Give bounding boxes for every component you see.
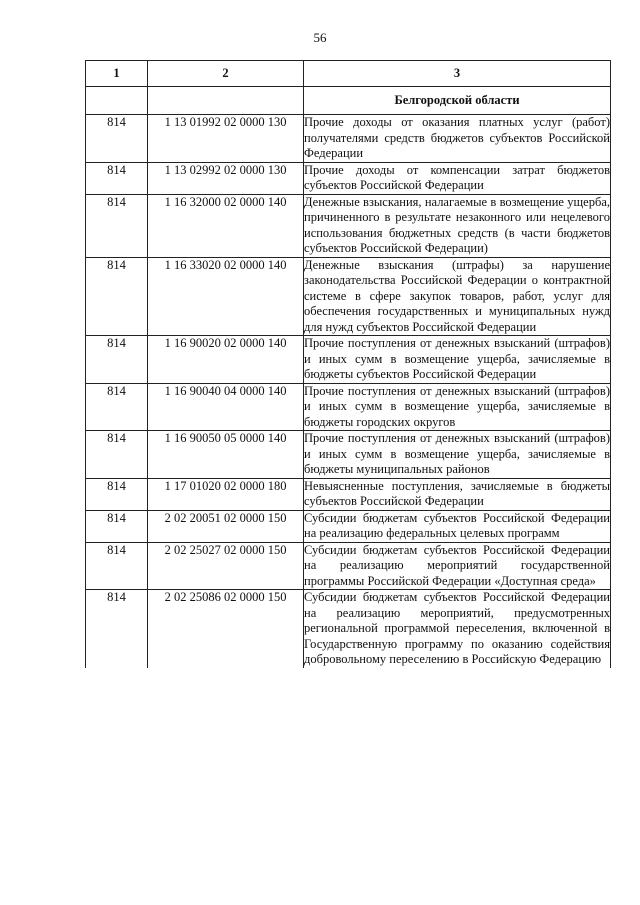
admin-code: 814	[86, 115, 148, 163]
table-row	[86, 257, 611, 336]
revenue-description: Субсидии бюджетам субъектов Российской Федерации на реализацию мероприятий, предусмотренных региональной программой переселения, включенной в Государственную программу по оказанию содействия добровольному переселению в Российскую Федерацию	[304, 590, 610, 666]
revenue-code: 2 02 25086 02 0000 150	[148, 590, 304, 668]
revenue-code: 1 16 90050 05 0000 140	[148, 431, 304, 479]
revenue-code: 2 02 20051 02 0000 150	[148, 510, 304, 542]
admin-code: 814	[86, 162, 148, 194]
admin-code: 814	[86, 542, 148, 590]
revenue-code: 1 16 90040 04 0000 140	[148, 383, 304, 431]
revenue-description: Субсидии бюджетам субъектов Российской Федерации на реализацию федеральных целевых программ	[304, 510, 610, 540]
admin-code: 814	[86, 431, 148, 479]
header-col-2: 2	[148, 61, 304, 87]
admin-code: 814	[86, 510, 148, 542]
region-empty-cell	[86, 87, 148, 115]
header-col-1: 1	[86, 61, 148, 87]
revenue-description: Денежные взыскания, налагаемые в возмещение ущерба, причиненного в результате незаконного или нецелевого использования бюджетных средств (в части бюджетов субъектов Российской Федерации)	[304, 194, 610, 255]
revenue-description: Прочие поступления от денежных взысканий (штрафов) и иных сумм в возмещение ущерба, зачисляемые в бюджеты муниципальных районов	[304, 431, 610, 476]
page-number: 56	[313, 30, 327, 45]
admin-code: 814	[86, 478, 148, 510]
table-row	[86, 590, 611, 668]
revenue-code: 1 13 01992 02 0000 130	[148, 115, 304, 163]
revenue-code: 1 16 90020 02 0000 140	[148, 336, 304, 384]
region-name: Белгородской области	[304, 87, 611, 115]
admin-code: 814	[86, 336, 148, 384]
revenue-codes-table	[85, 60, 611, 668]
revenue-description: Субсидии бюджетам субъектов Российской Федерации на реализацию мероприятий государственной программы Российской Федерации «Доступная среда»	[304, 542, 610, 588]
admin-code: 814	[86, 194, 148, 257]
table-row	[86, 542, 611, 590]
revenue-code: 1 13 02992 02 0000 130	[148, 162, 304, 194]
revenue-description: Денежные взыскания (штрафы) за нарушение законодательства Российской Федерации о контрактной системе в сфере закупок товаров, работ, услуг для обеспечения государственных и муниципальных нужд для нужд субъектов Российской Федерации	[304, 257, 610, 334]
revenue-code: 2 02 25027 02 0000 150	[148, 542, 304, 590]
revenue-code: 1 16 32000 02 0000 140	[148, 194, 304, 257]
revenue-description: Невыясненные поступления, зачисляемые в бюджеты субъектов Российской Федерации	[304, 478, 610, 508]
table-row	[86, 478, 611, 510]
revenue-description: Прочие поступления от денежных взысканий (штрафов) и иных сумм в возмещение ущерба, зачисляемые в бюджеты субъектов Российской Федерации	[304, 336, 610, 381]
table-row	[86, 115, 611, 163]
table-row	[86, 194, 611, 257]
header-col-3: 3	[304, 61, 611, 87]
region-empty-cell	[148, 87, 304, 115]
revenue-code: 1 17 01020 02 0000 180	[148, 478, 304, 510]
table-row	[86, 431, 611, 479]
revenue-description: Прочие поступления от денежных взысканий (штрафов) и иных сумм в возмещение ущерба, зачисляемые в бюджеты городских округов	[304, 383, 610, 429]
admin-code: 814	[86, 257, 148, 336]
table-header-row	[86, 61, 611, 87]
revenue-description: Прочие доходы от оказания платных услуг (работ) получателями средств бюджетов субъектов Российской Федерации	[304, 115, 610, 160]
table-row	[86, 383, 611, 431]
revenue-description: Прочие доходы от компенсации затрат бюджетов субъектов Российской Федерации	[304, 162, 610, 192]
admin-code: 814	[86, 383, 148, 431]
table-row	[86, 162, 611, 194]
admin-code: 814	[86, 590, 148, 668]
table-row	[86, 510, 611, 542]
region-row	[86, 87, 611, 115]
table-row	[86, 336, 611, 384]
revenue-code: 1 16 33020 02 0000 140	[148, 257, 304, 336]
